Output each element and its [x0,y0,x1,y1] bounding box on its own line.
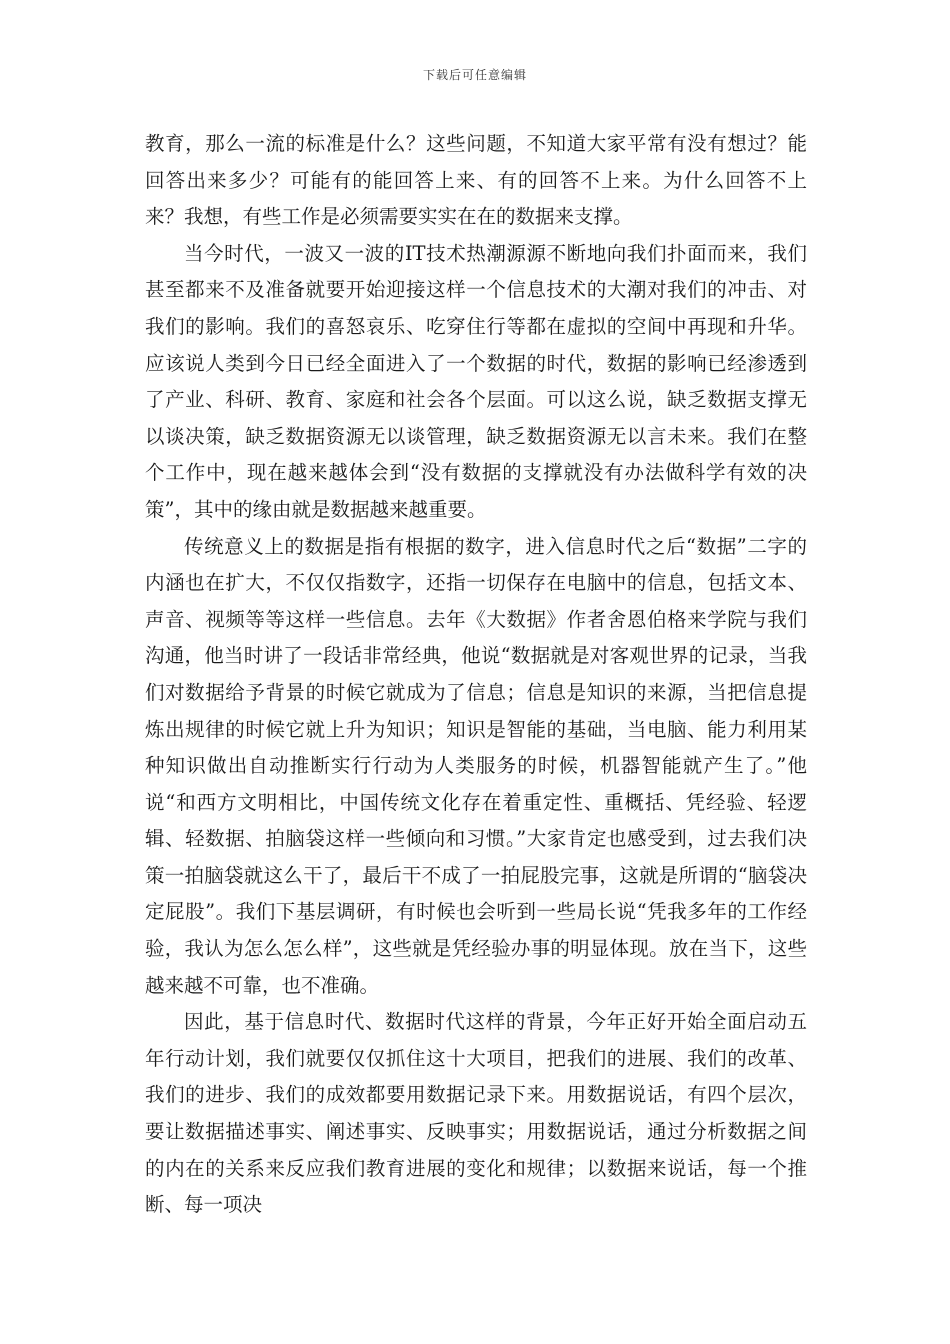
paragraph-1: 教育，那么一流的标准是什么？这些问题，不知道大家平常有没有想过？能回答出来多少？可能有的能回答上来、有的回答不上来。为什么回答不上来？我想，有些工作是必须需要实实在在的数据来支撑。 [145,132,807,229]
paragraph-4: 因此，基于信息时代、数据时代这样的背景，今年正好开始全面启动五年行动计划，我们就要仅仅抓住这十大项目，把我们的进展、我们的改革、我们的进步、我们的成效都要用数据记录下来。用数据说话，有四个层次，要让数据描述事实、阐述事实、反映事实；用数据说话，通过分析数据之间的内在的关系来反应我们教育进展的变化和规律；以数据来说话，每一个推断、每一项决 [145,1010,807,1217]
document-body [145,126,807,1224]
paragraph-2: 当今时代，一波又一波的IT技术热潮源源不断地向我们扑面而来，我们甚至都来不及准备就要开始迎接这样一个信息技术的大潮对我们的冲击、对我们的影响。我们的喜怒哀乐、吃穿住行等都在虚拟的空间中再现和升华。应该说人类到今日已经全面进入了一个数据的时代，数据的影响已经渗透到了产业、科研、教育、家庭和社会各个层面。可以这么说，缺乏数据支撑无以谈决策，缺乏数据资源无以谈管理，缺乏数据资源无以言未来。我们在整个工作中，现在越来越体会到“没有数据的支撑就没有办法做科学有效的决策”，其中的缘由就是数据越来越重要。 [145,241,807,521]
paragraph-3: 传统意义上的数据是指有根据的数字，进入信息时代之后“数据”二字的内涵也在扩大，不仅仅指数字，还指一切保存在电脑中的信息，包括文本、声音、视频等等这样一些信息。去年《大数据》作者舍恩伯格来学院与我们沟通，他当时讲了一段话非常经典，他说“数据就是对客观世界的记录，当我们对数据给予背景的时候它就成为了信息；信息是知识的来源，当把信息提炼出规律的时候它就上升为知识；知识是智能的基础，当电脑、能力利用某种知识做出自动推断实行行动为人类服务的时候，机器智能就产生了。”他说“和西方文明相比，中国传统文化存在着重定性、重概括、凭经验、轻逻辑、轻数据、拍脑袋这样一些倾向和习惯。”大家肯定也感受到，过去我们决策一拍脑袋就这么干了，最后干不成了一拍屁股完事，这就是所谓的“脑袋决定屁股”。我们下基层调研，有时候也会听到一些局长说“凭我多年的工作经验，我认为怎么怎么样”，这些就是凭经验办事的明显体现。放在当下，这些越来越不可靠，也不准确。 [145,534,807,997]
page-header: 下载后可任意编辑 [422,68,527,82]
